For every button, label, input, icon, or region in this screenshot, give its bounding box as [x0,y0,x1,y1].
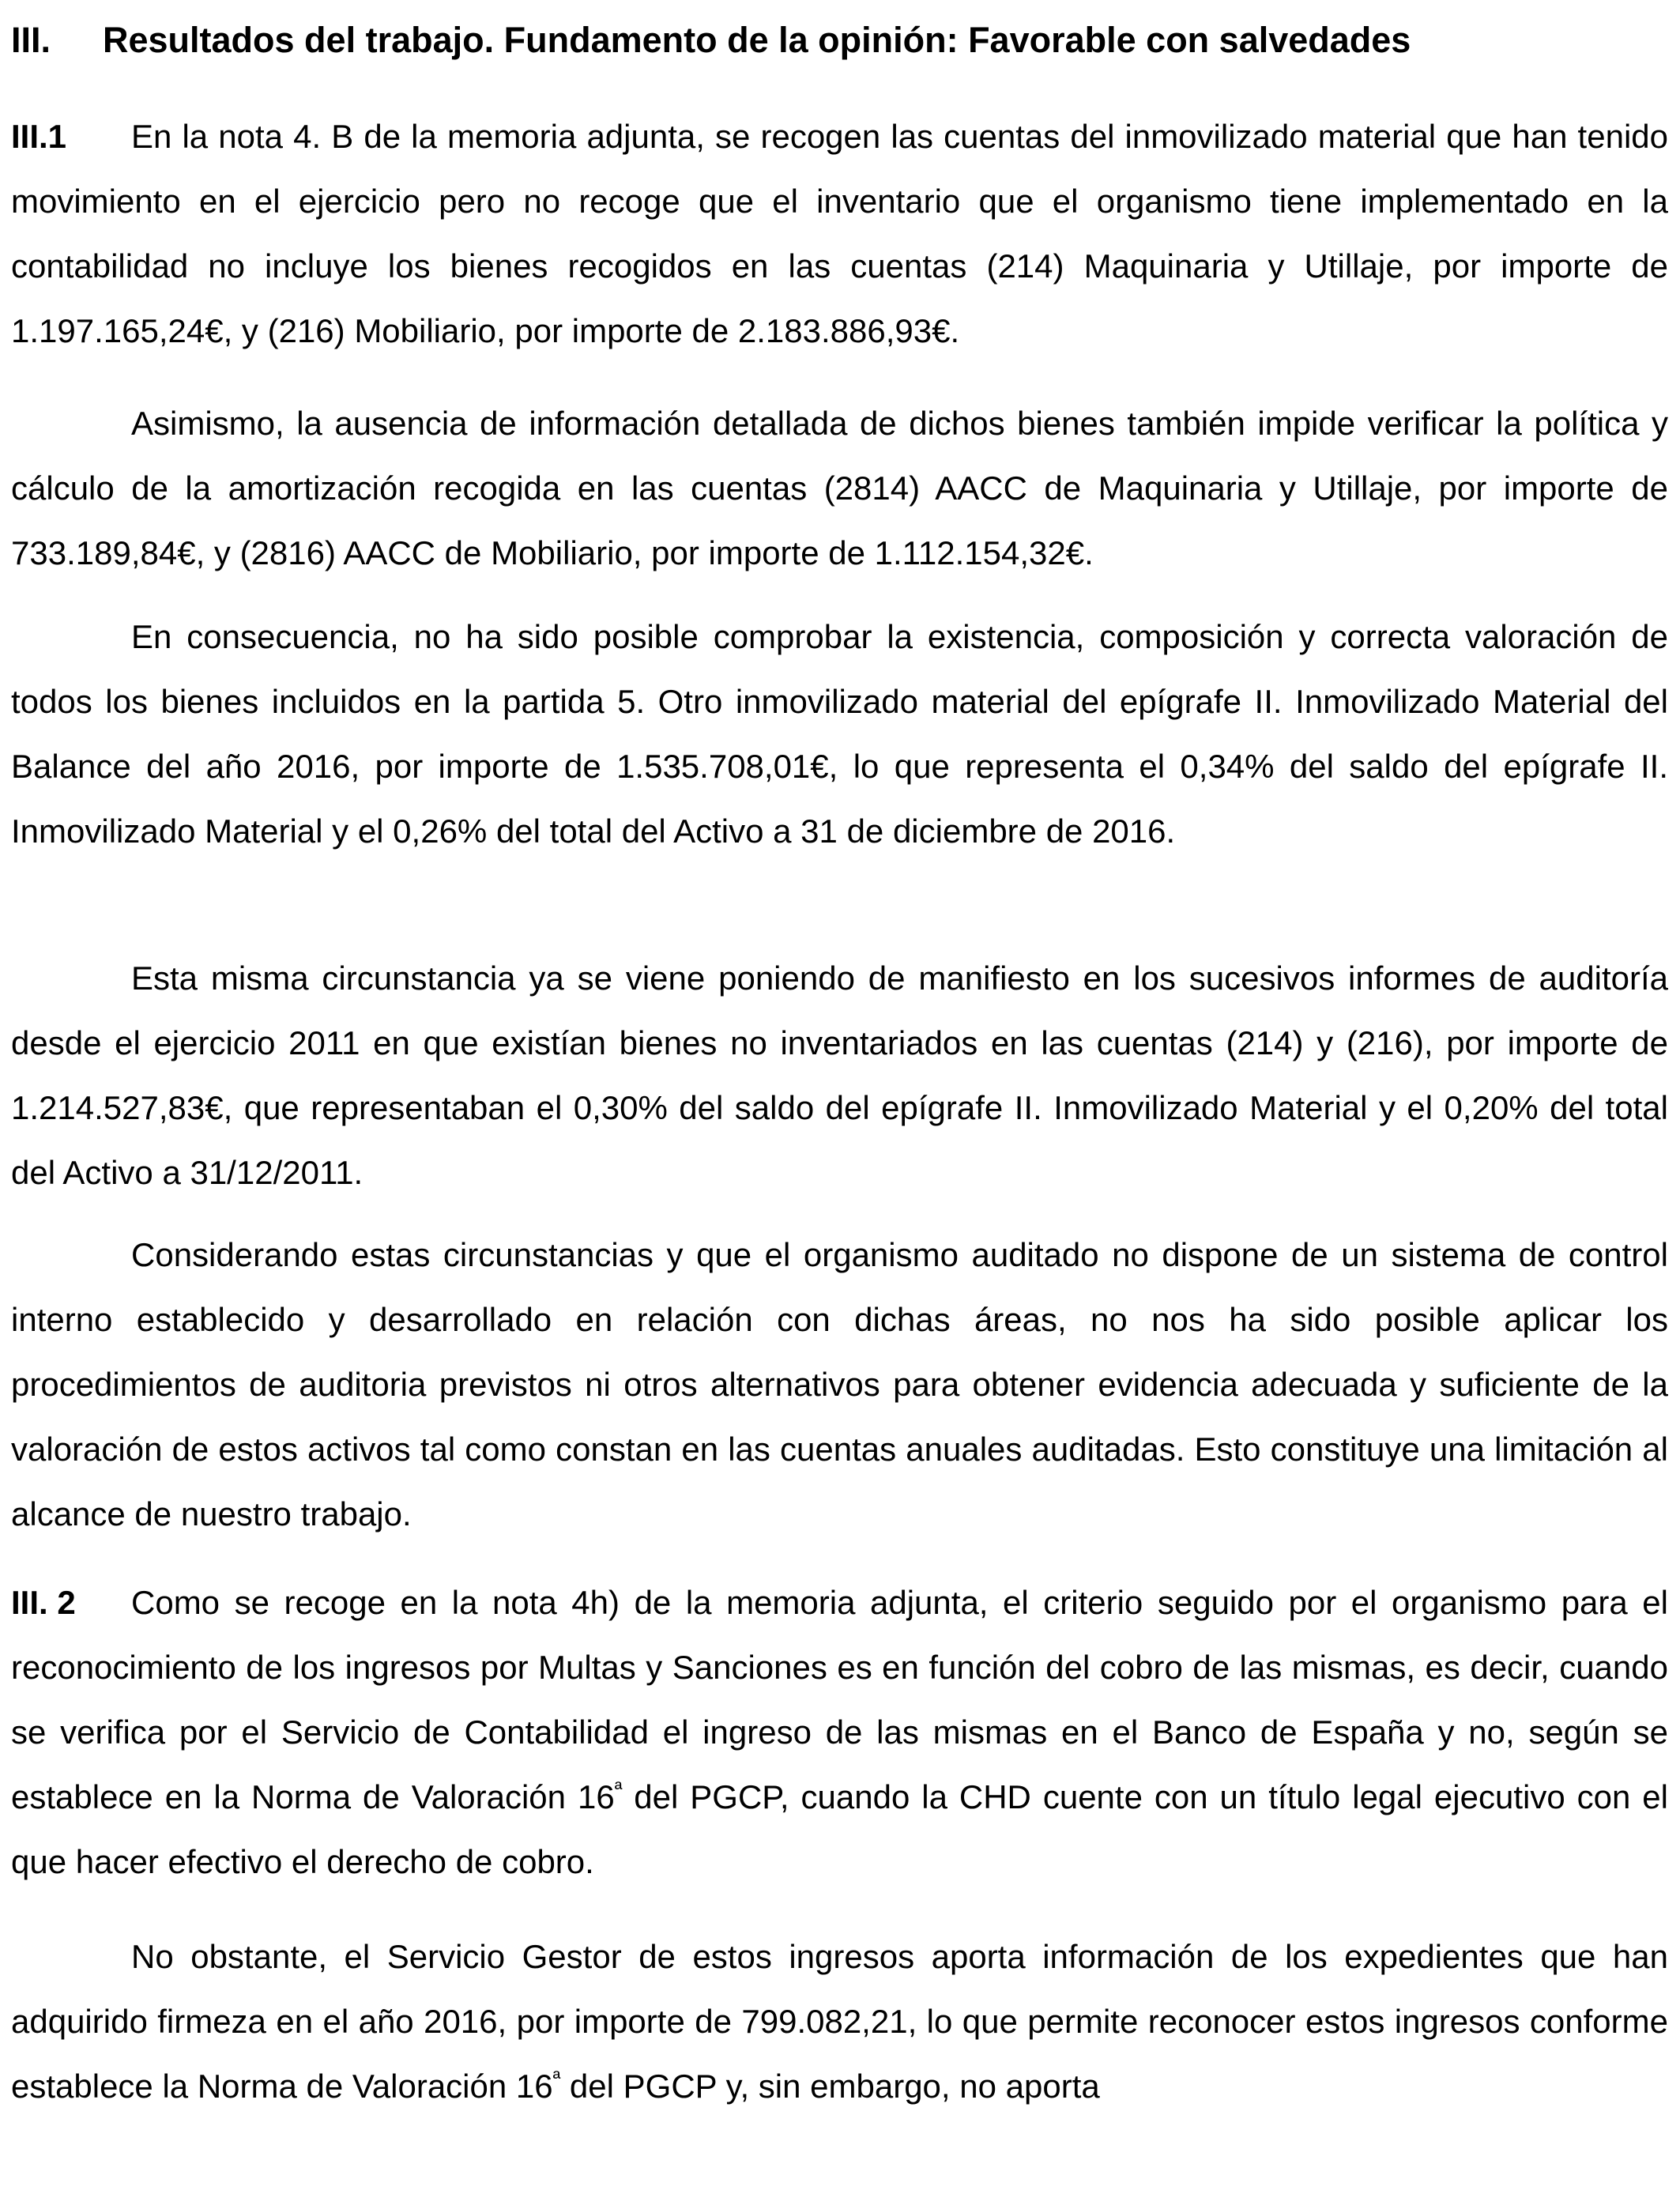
paragraph-text: Considerando estas circunstancias y que el organismo auditado no dispone de un sistema de control interno establecido y desarrollado en relación con dichas áreas, no nos ha sido posible aplicar los procedimientos de auditoria previstos ni otros alternativos para obtener evidencia adecuada y suficiente de la valoración de estos activos tal como constan en las cuentas anuales auditadas. Esto constituye una limitación al alcance de nuestro trabajo. [11,1236,1668,1532]
superscript: ª [552,2066,561,2090]
paragraph-iii-1-p3 [11,605,1668,864]
paragraph-iii-1-p4 [11,946,1668,1205]
paragraph-text: Asimismo, la ausencia de información detallada de dichos bienes también impide verificar la política y cálculo de la amortización recogida en las cuentas (2814) AACC de Maquinaria y Utillaje, por importe de 733.189,84€, y (2816) AACC de Mobiliario, por importe de 1.112.154,32€. [11,405,1668,571]
paragraph-iii-1-p1 [11,104,1668,364]
item-label-iii-2: III. 2 [11,1584,76,1621]
paragraph-text: En la nota 4. B de la memoria adjunta, se recogen las cuentas del inmovilizado material que han tenido movimiento en el ejercicio pero no recoge que el inventario que el organismo tiene implementado en la contabilidad no incluye los bienes recogidos en las cuentas (214) Maquinaria y Utillaje, por importe de 1.197.165,24€, y (216) Mobiliario, por importe de 2.183.886,93€. [11,118,1668,349]
paragraph-iii-2-p1 [11,1570,1668,1894]
paragraph-text: No obstante, el Servicio Gestor de estos ingresos aporta información de los expedientes que han adquirido firmeza en el año 2016, por importe de 799.082,21, lo que permite reconocer estos ingresos conforme establece la Norma de Valoración 16 [11,1938,1668,2105]
section-title: Resultados del trabajo. Fundamento de la opinión: Favorable con salvedades [103,20,1411,60]
section-heading [11,16,1411,65]
superscript: ª [614,1777,623,1800]
paragraph-iii-1-p5 [11,1223,1668,1547]
paragraph-iii-1-p2 [11,391,1668,586]
section-number: III. [11,20,51,60]
paragraph-text: del PGCP, cuando la CHD cuente con un título legal ejecutivo con el que hacer efectivo el derecho de cobro. [11,1778,1668,1880]
item-label-iii-1: III.1 [11,118,67,155]
paragraph-iii-2-p2 [11,1924,1668,2119]
paragraph-text: Esta misma circunstancia ya se viene poniendo de manifiesto en los sucesivos informes de auditoría desde el ejercicio 2011 en que existían bienes no inventariados en las cuentas (214) y (216), por importe de 1.214.527,83€, que representaban el 0,30% del saldo del epígrafe II. Inmovilizado Material y el 0,20% del total del Activo a 31/12/2011. [11,959,1668,1191]
paragraph-text: En consecuencia, no ha sido posible comprobar la existencia, composición y correcta valoración de todos los bienes incluidos en la partida 5. Otro inmovilizado material del epígrafe II. Inmovilizado Material del Balance del año 2016, por importe de 1.535.708,01€, lo que representa el 0,34% del saldo del epígrafe II. Inmovilizado Material y el 0,26% del total del Activo a 31 de diciembre de 2016. [11,618,1668,850]
paragraph-text: Como se recoge en la nota 4h) de la memoria adjunta, el criterio seguido por el organismo para el reconocimiento de los ingresos por Multas y Sanciones es en función del cobro de las mismas, es decir, cuando se verifica por el Servicio de Contabilidad el ingreso de las mismas en el Banco de España y no, según se establece en la Norma de Valoración 16 [11,1584,1668,1815]
paragraph-text: del PGCP y, sin embargo, no aporta [560,2068,1100,2105]
